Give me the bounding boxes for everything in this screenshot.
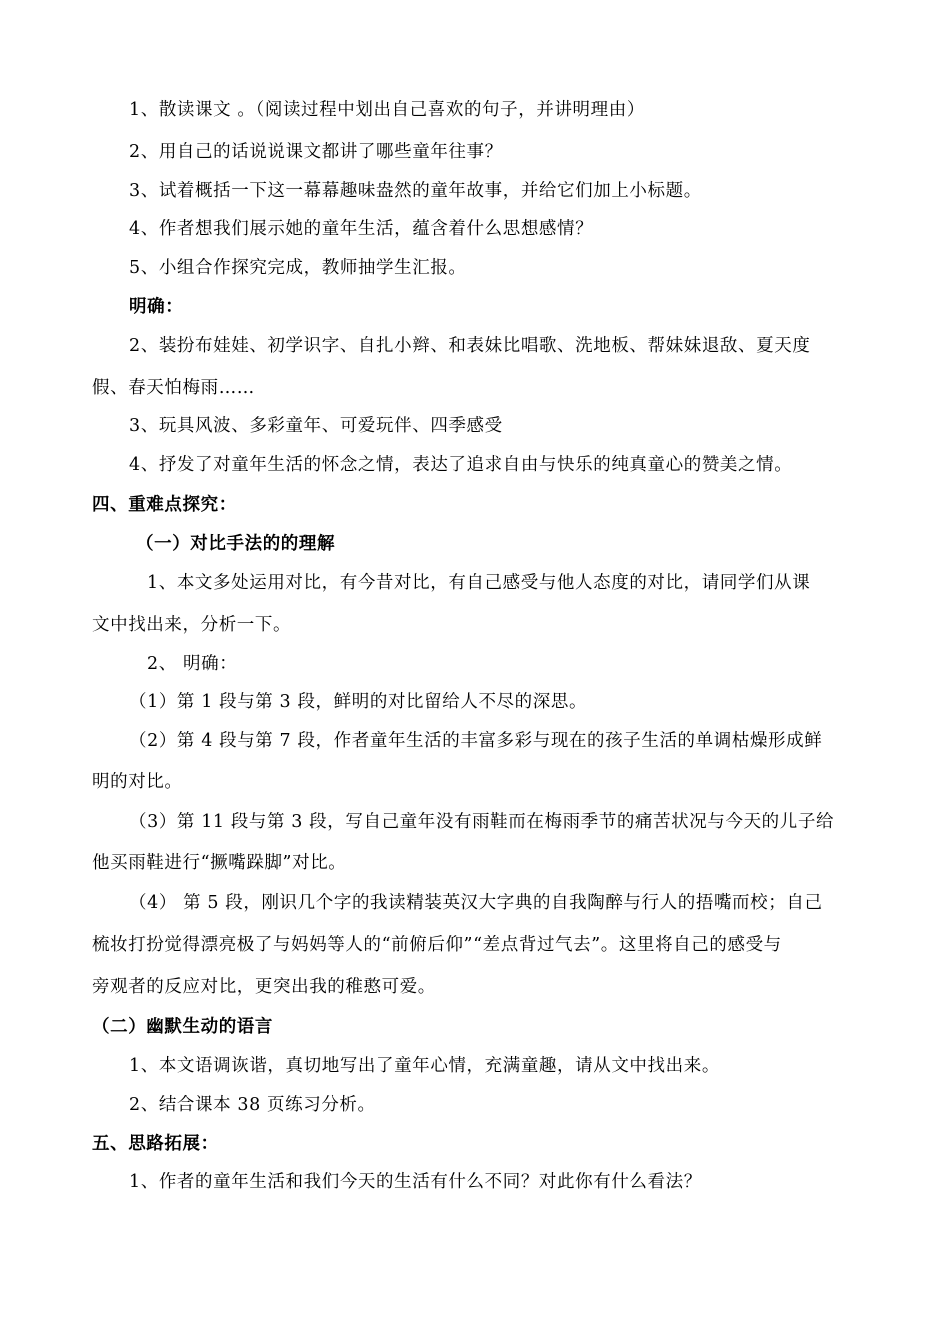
contrast-point-3-line-1: （3）第 11 段与第 3 段，写自己童年没有雨鞋而在梅雨季节的痛苦状况与今天的儿子给 (129, 812, 835, 832)
contrast-point-4-line-2: 梳妆打扮觉得漂亮极了与妈妈等人的“前俯后仰”“差点背过气去”。这里将自己的感受与 (92, 935, 782, 955)
contrast-point-3-line-2: 他买雨鞋进行“撅嘴跺脚”对比。 (92, 853, 347, 873)
contrast-point-1: （1）第 1 段与第 3 段，鲜明的对比留给人不尽的深思。 (129, 692, 588, 712)
language-task-2: 2、结合课本 38 页练习分析。 (129, 1095, 376, 1115)
language-task-1: 1、本文语调诙谐，真切地写出了童年心情，充满童趣，请从文中找出来。 (129, 1056, 720, 1076)
answer-heading: 明确： (129, 297, 184, 317)
question-2: 2、用自己的话说说课文都讲了哪些童年往事？ (129, 142, 503, 162)
contrast-task-line-1: 1、本文多处运用对比，有今昔对比，有自己感受与他人态度的对比，请同学们从课 (147, 573, 811, 593)
contrast-point-4-line-3: 旁观者的反应对比，更突出我的稚憨可爱。 (92, 977, 436, 997)
contrast-task-line-2: 文中找出来，分析一下。 (92, 615, 292, 635)
answer-4: 4、抒发了对童年生活的怀念之情，表达了追求自由与快乐的纯真童心的赞美之情。 (129, 455, 793, 475)
contrast-point-4-line-1: （4） 第 5 段，刚识几个字的我读精装英汉大字典的自我陶醉与行人的捂嘴而校；自己 (129, 893, 823, 913)
answer-3: 3、玩具风波、多彩童年、可爱玩伴、四季感受 (129, 416, 503, 436)
answer-2-line-2: 假、春天怕梅雨…… (92, 378, 255, 398)
subsection-2-heading: （二）幽默生动的语言 (92, 1017, 273, 1037)
section-4-heading: 四、重难点探究： (92, 495, 237, 515)
contrast-answer-label: 2、 明确： (147, 654, 238, 674)
question-5: 5、小组合作探究完成，教师抽学生汇报。 (129, 258, 467, 278)
question-4: 4、作者想我们展示她的童年生活，蕴含着什么思想感情？ (129, 219, 594, 239)
contrast-point-2-line-2: 明的对比。 (92, 772, 183, 792)
question-3: 3、试着概括一下这一幕幕趣味盎然的童年故事，并给它们加上小标题。 (129, 181, 702, 201)
answer-2-line-1: 2、装扮布娃娃、初学识字、自扎小辫、和表妹比唱歌、洗地板、帮妹妹退敌、夏天度 (129, 336, 811, 356)
contrast-point-2-line-1: （2）第 4 段与第 7 段，作者童年生活的丰富多彩与现在的孩子生活的单调枯燥形成鲜 (129, 731, 823, 751)
section-5-heading: 五、思路拓展： (92, 1134, 219, 1154)
subsection-1-heading: （一）对比手法的的理解 (136, 534, 336, 554)
question-1: 1、散读课文 。（阅读过程中划出自己喜欢的句子，并讲明理由） (129, 100, 645, 120)
extension-question-1: 1、作者的童年生活和我们今天的生活有什么不同？对此你有什么看法？ (129, 1172, 702, 1192)
